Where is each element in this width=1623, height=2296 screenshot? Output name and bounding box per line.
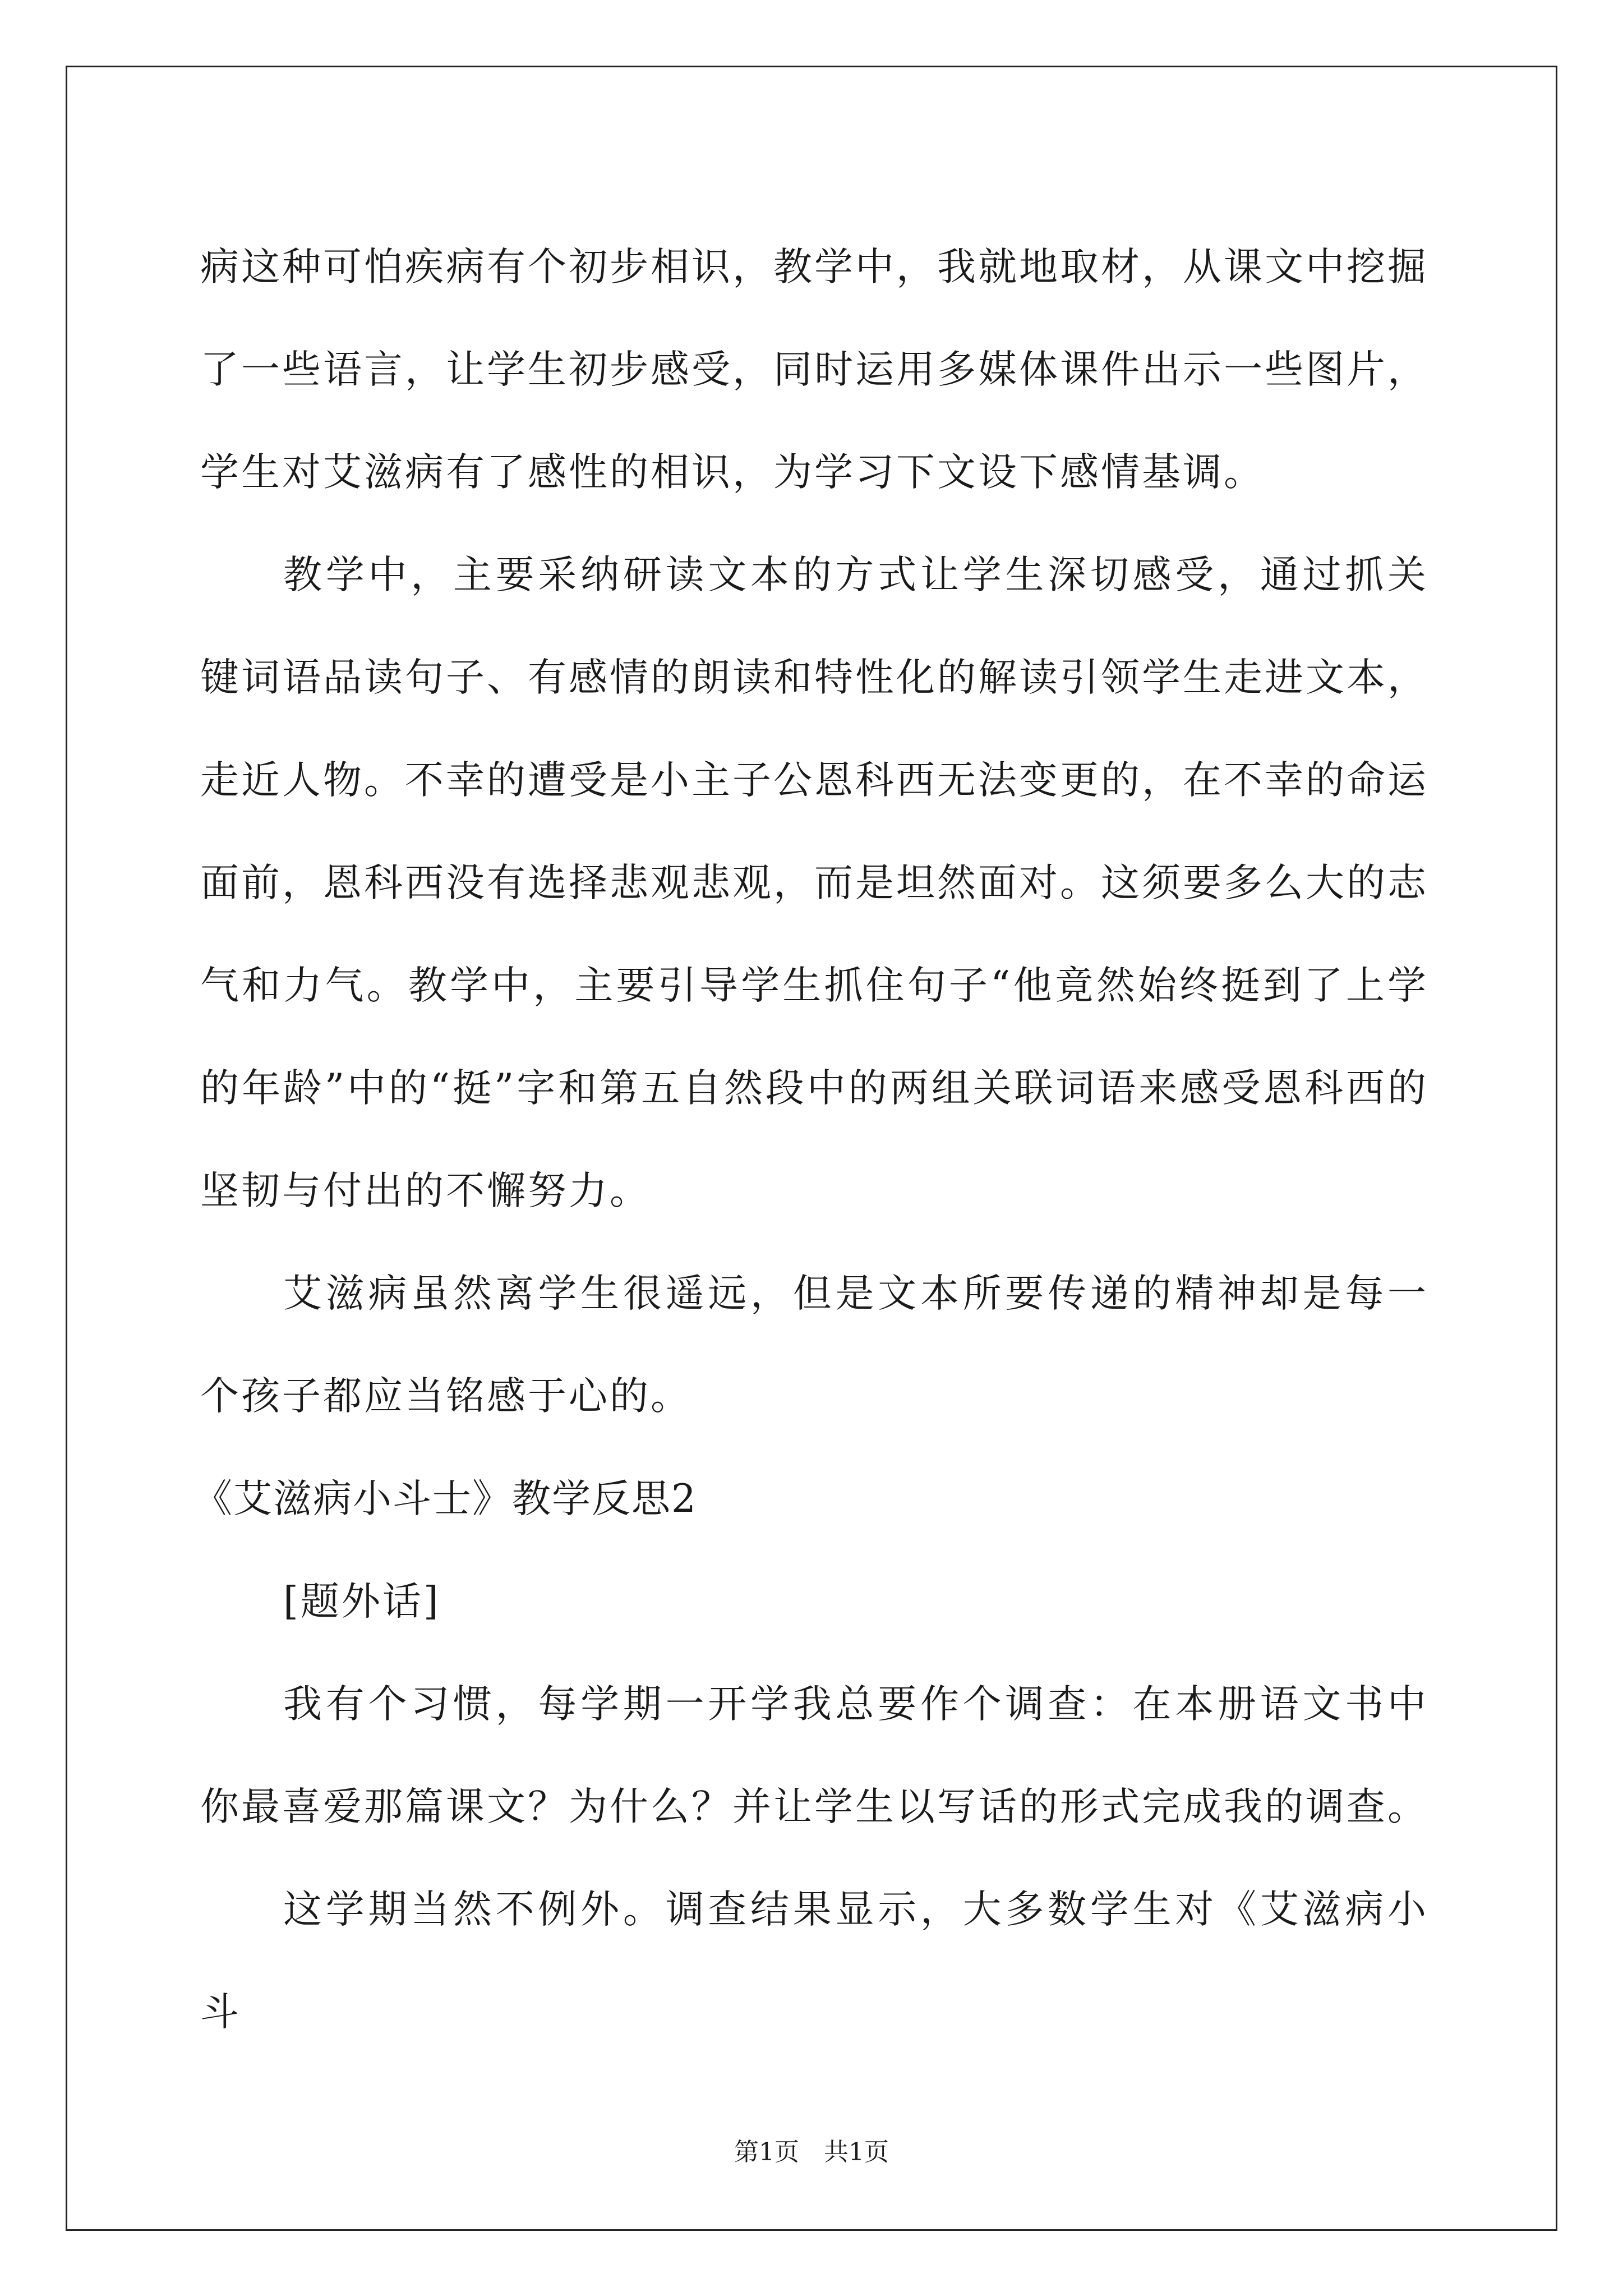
paragraph: 病这种可怕疾病有个初步相识，教学中，我就地取材，从课文中挖掘了一些语言，让学生初步感受，同时运用多媒体课件出示一些图片，学生对艾滋病有了感性的相识，为学习下文设下感情基调。 bbox=[200, 245, 1428, 495]
paragraph: 这学期当然不例外。调查结果显示，大多数学生对《艾滋病小斗 bbox=[200, 1887, 1428, 2035]
paragraph: 我有个习惯，每学期一开学我总要作个调查：在本册语文书中你最喜爱那篇课文？为什么？并让学生以写话的形式完成我的调查。 bbox=[200, 1682, 1428, 1829]
paragraph: 艾滋病虽然离学生很遥远，但是文本所要传递的精神却是每一个孩子都应当铭感于心的。 bbox=[200, 1271, 1428, 1419]
page-footer: 第1页 共1页 bbox=[734, 2138, 889, 2166]
paragraph: 教学中，主要采纳研读文本的方式让学生深切感受，通过抓关键词语品读句子、有感情的朗读和特性化的解读引领学生走进文本，走近人物。不幸的遭受是小主子公恩科西无法变更的，在不幸的命运面前，恩科西没有选择悲观悲观，而是坦然面对。这须要多么大的志气和力气。教学中，主要引导学生抓住句子“他竟然始终挺到了上学的年龄”中的“挺”字和第五自然段中的两组关联词语来感受恩科西的坚韧与付出的不懈努力。 bbox=[200, 553, 1428, 1213]
tag-line: [题外话] bbox=[283, 1579, 441, 1624]
document-body bbox=[193, 216, 1428, 2064]
section-title: 《艾滋病小斗士》教学反思2 bbox=[193, 1476, 697, 1521]
